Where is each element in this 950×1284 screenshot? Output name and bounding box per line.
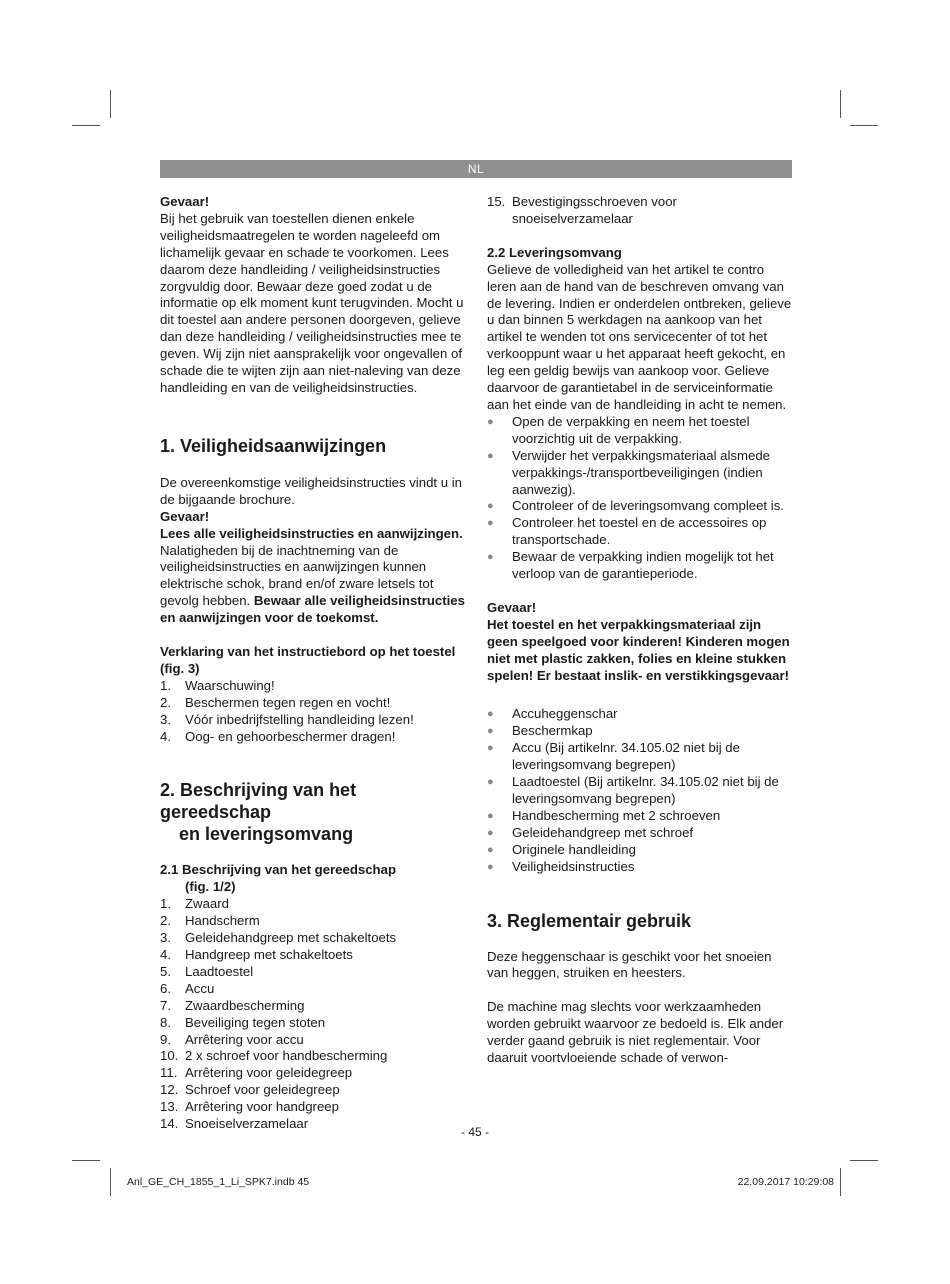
list-item: ● Open de verpakking en neem het toestel voorzichtig uit de verpakking. bbox=[487, 413, 750, 446]
section-2-title-line1: 2. Beschrijving van het gereedschap bbox=[160, 780, 357, 823]
left-column bbox=[160, 194, 466, 1133]
subsection-2-2-text: Gelieve de volledigheid van het artikel te contro leren aan de hand van de beschreven omvang van de levering. Indien er onderdelen ontbreken, gelieve u dan binnen 5 werkdagen na aankoop van het artikel te wenden tot ons servicecenter of tot het verkooppunt waar u het apparaat heeft gekocht, en leg een geldig bewijs van aankoop voor. Gelieve daarvoor de garantietabel in de serviceinformatie aan het einde van de handleiding in acht te nemen. bbox=[487, 261, 792, 412]
list-item: ● Bewaar de verpakking indien mogelijk tot het verloop van de garantieperiode. bbox=[487, 549, 774, 582]
section-1-warning-title: Gevaar! bbox=[160, 508, 210, 524]
delivery-items-list bbox=[487, 706, 793, 875]
list-item: 6. Accu bbox=[160, 980, 215, 996]
list-item: ● Accu (Bij artikelnr. 34.105.02 niet bij de leveringsomvang begrepen) bbox=[487, 740, 740, 773]
list-item: ● Accuheggenschar bbox=[487, 706, 618, 722]
list-item: 2. Handscherm bbox=[160, 913, 260, 929]
section-3-paragraph-2: De machine mag slechts voor werkzaamheden worden gebruikt waarvoor ze bedoeld is. Elk ander verder gaand gebruik is niet reglementair. Voor daaruit voortvloeiende schade of verwon- bbox=[487, 999, 784, 1066]
warning-2-title: Gevaar! bbox=[487, 599, 537, 615]
crop-mark bbox=[840, 90, 841, 118]
section-3-title: 3. Reglementair gebruik bbox=[487, 910, 692, 931]
list-item: 2. Beschermen tegen regen en vocht! bbox=[160, 694, 391, 710]
print-timestamp: 22.09.2017 10:29:08 bbox=[737, 1176, 834, 1188]
list-item: 4. Oog- en gehoorbeschermer dragen! bbox=[160, 728, 396, 744]
signs-list bbox=[160, 678, 466, 746]
list-item: ● Originele handleiding bbox=[487, 841, 636, 857]
list-item: ● Controleer of de leveringsomvang compleet is. bbox=[487, 498, 784, 514]
list-item: ● Veiligheidsinstructies bbox=[487, 858, 635, 874]
section-2-title-line2: en leveringsomvang bbox=[179, 824, 354, 845]
warning-title: Gevaar! bbox=[160, 194, 210, 209]
crop-mark bbox=[72, 125, 100, 126]
list-item: 1. Waarschuwing! bbox=[160, 677, 275, 693]
language-header-bar bbox=[160, 160, 792, 178]
section-1-warning-bold: Lees alle veiligheidsinstructies en aanwijzingen. bbox=[160, 525, 463, 541]
crop-mark bbox=[110, 1168, 111, 1196]
page-number: - 45 - bbox=[460, 1125, 489, 1139]
list-item: 15. Bevestigingsschroeven voor snoeiselverzamelaar bbox=[487, 194, 677, 226]
list-item: 4. Handgreep met schakeltoets bbox=[160, 947, 353, 962]
list-item: 3. Vóór inbedrijfstelling handleiding lezen! bbox=[160, 711, 414, 727]
list-item: 5. Laadtoestel bbox=[160, 963, 254, 979]
list-item: 1. Zwaard bbox=[160, 896, 229, 912]
list-item: 12. Schroef voor geleidegreep bbox=[160, 1082, 340, 1098]
warning-text: Bij het gebruik van toestellen dienen enkele veiligheidsmaatregelen te worden nageleefd om lichamelijk gevaar en schade te voorkomen. Lees daarom deze handleiding / veiligheidsinstructies zorgvuldig door. Bewaar deze goed zodat u de informatie op elk moment kunt terugvinden. Mocht u dit toestel aan andere personen doorgeven, gelieve dan deze handleiding / veiligheidsinstructies mee te geven. Wij zijn niet aansprakelijk voor ongevallen of schade die te wijten zijn aan niet-naleving van deze handleiding en van de veiligheidsinstructies. bbox=[160, 210, 464, 395]
parts-list bbox=[160, 896, 466, 1133]
section-1-title: 1. Veiligheidsaanwijzingen bbox=[160, 435, 387, 456]
crop-mark bbox=[850, 1160, 878, 1161]
list-item: ● Beschermkap bbox=[487, 723, 593, 739]
list-item: ● Controleer het toestel en de accessoires op transportschade. bbox=[487, 515, 767, 548]
section-1-intro: De overeenkomstige veiligheidsinstructies vindt u in de bijgaande brochure. bbox=[160, 474, 462, 507]
list-item: 7. Zwaardbescherming bbox=[160, 997, 305, 1013]
list-item: 13. Arrêtering voor handgreep bbox=[160, 1099, 339, 1115]
list-item: 3. Geleidehandgreep met schakeltoets bbox=[160, 930, 397, 946]
parts-list-continued bbox=[487, 194, 793, 228]
warning-2-text: Het toestel en het verpakkingsmateriaal zijn geen speelgoed voor kinderen! Kinderen mogen niet met plastic zakken, folies en kleine stukken spelen! Er bestaat inslik- en verstikkingsgevaar! bbox=[487, 616, 790, 683]
crop-mark bbox=[110, 90, 111, 118]
list-item: ● Verwijder het verpakkingsmateriaal alsmede verpakkings-/transportbeveiligingen (indien aanwezig). bbox=[487, 447, 771, 497]
crop-mark bbox=[840, 1168, 841, 1196]
section-1-warning-body: Nalatigheden bij de inachtneming van de veiligheidsinstructies en aanwijzingen kunnen elektrische schok, brand en/of zware letsels tot gevolg hebben. bbox=[160, 542, 434, 609]
subsection-2-1-title: 2.1 Beschrijving van het gereedschap (fig. 1/2) bbox=[160, 862, 397, 895]
subsection-2-2-title: 2.2 Leveringsomvang bbox=[487, 244, 622, 260]
file-info: Anl_GE_CH_1855_1_Li_SPK7.indb 45 bbox=[127, 1176, 310, 1188]
list-item: ● Geleidehandgreep met schroef bbox=[487, 824, 694, 840]
section-2-title bbox=[160, 779, 466, 845]
section-3-paragraph-1: Deze heggenschaar is geschikt voor het snoeien van heggen, struiken en heesters. bbox=[487, 948, 772, 981]
crop-mark bbox=[850, 125, 878, 126]
list-item: ● Laadtoestel (Bij artikelnr. 34.105.02 niet bij de leveringsomvang begrepen) bbox=[487, 774, 779, 806]
crop-mark bbox=[72, 1160, 100, 1161]
section-1-warning bbox=[160, 526, 466, 627]
list-item: ● Handbescherming met 2 schroeven bbox=[487, 807, 721, 823]
list-item: 9. Arrêtering voor accu bbox=[160, 1031, 304, 1047]
right-column bbox=[487, 194, 793, 1067]
list-item: 11. Arrêtering voor geleidegreep bbox=[160, 1065, 353, 1081]
section-1-warning-keep: Bewaar alle veiligheidsinstructies en aanwijzingen voor de toekomst. bbox=[160, 593, 465, 626]
language-label: NL bbox=[467, 162, 485, 176]
list-item: 14. Snoeiselverzamelaar bbox=[160, 1116, 309, 1132]
list-item: 10. 2 x schroef voor handbescherming bbox=[160, 1048, 388, 1064]
signs-title: Verklaring van het instructiebord op het toestel (fig. 3) bbox=[160, 644, 456, 676]
list-item: 8. Beveiliging tegen stoten bbox=[160, 1014, 326, 1030]
unpack-steps-list bbox=[487, 414, 793, 583]
